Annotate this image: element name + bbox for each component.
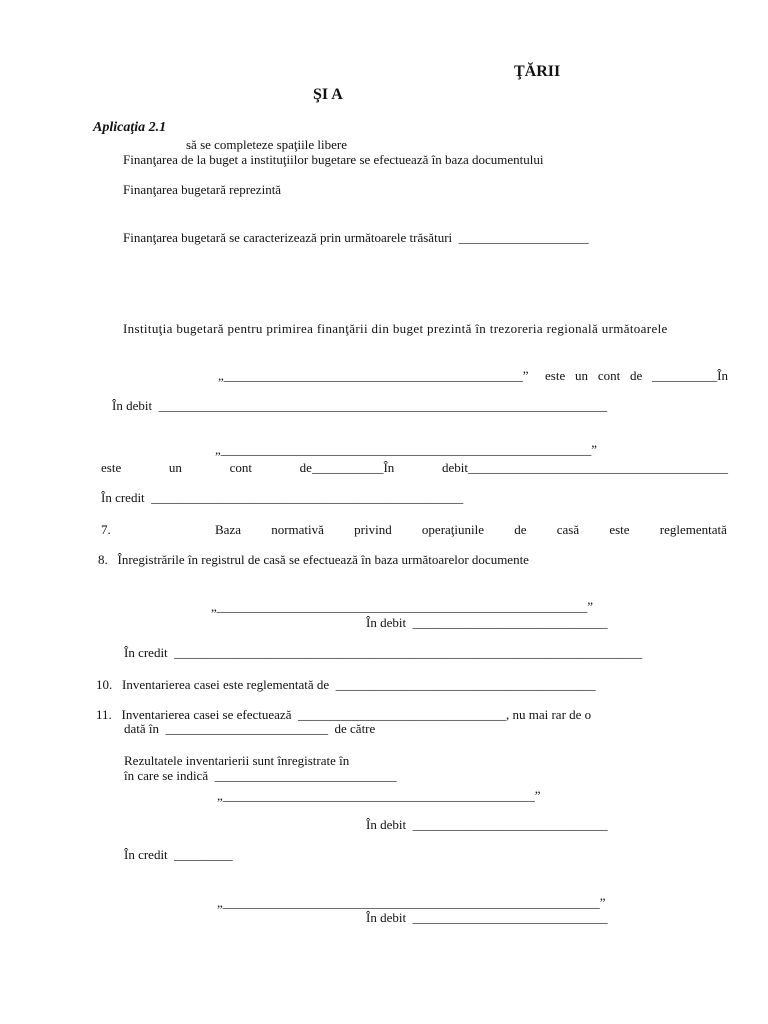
item-line-13: Rezultatele inventarierii sunt înregistrate în [124,753,350,768]
item-line-1: Finanţarea de la buget a instituţiilor bugetare se efectuează în baza documentului [123,152,544,167]
word: casă [556,522,580,537]
word: este [545,368,566,383]
word: normativă [271,522,324,537]
item-8: 8. Înregistrările în registrul de casă se efectuează în baza următoarelor documente [98,552,529,567]
item-line-2: Finanţarea bugetară reprezintă [123,182,282,197]
item-7-text [215,523,727,537]
item-line-11: În debit ______________________________ [366,615,608,630]
item-line-12: În credit ________________________________________________________________________ [124,645,643,660]
heading-line-2: ŞI A [313,86,343,103]
item-11-line-b: dată în _________________________ de către [124,721,376,736]
application-title: Aplicaţia 2.1 [93,120,167,135]
word: este [609,522,630,537]
item-11-line-a: 11. Inventarierea casei se efectuează ________________________________, nu mai rar de o [96,707,592,722]
word: reglementată [659,522,727,537]
instruction-text: să se completeze spaţiile libere [186,137,347,152]
item-10: 10. Inventarierea casei este reglementată de ________________________________________ [96,677,596,692]
item-line-4: Instituţia bugetară pentru primirea finanţării din buget prezintă în trezoreria regională următoarele [123,321,668,336]
item-line-16: În debit ______________________________ [366,817,608,832]
word: un [168,460,182,475]
word: Baza [215,522,241,537]
item-line-6: În debit _____________________________________________________________________ [112,398,608,413]
word: __________În [652,368,728,383]
item-line-19: În debit ______________________________ [366,910,608,925]
item-line-3: Finanţarea bugetară se caracterizează prin următoarele trăsături ____________________ [123,230,589,245]
item-line-18-blank: „__________________________________________________________” [217,895,606,910]
item-line-14: în care se indică ____________________________ [124,768,397,783]
word: de [630,368,643,383]
word: de___________În [299,460,395,475]
item-line-5-tail [545,369,728,383]
item-line-7-blank: „_________________________________________________________” [215,442,598,457]
item-line-9: În credit ________________________________________________ [101,490,464,505]
word: cont [229,460,252,475]
word: cont [597,368,621,383]
item-line-10-blank: „_________________________________________________________” [211,599,594,614]
word: operaţiunile [421,522,485,537]
item-line-8 [101,461,728,475]
word: debit________________________________________ [441,460,728,475]
word: este [101,460,122,475]
item-line-17: În credit _________ [124,847,233,862]
word: de [514,522,527,537]
item-line-5-blank: „______________________________________________” [218,368,529,383]
heading-line-1: ŢĂRII [514,63,561,80]
item-7-number: 7. [101,522,111,537]
item-line-15-blank: „________________________________________________” [217,788,541,803]
word: privind [354,522,392,537]
word: un [575,368,589,383]
